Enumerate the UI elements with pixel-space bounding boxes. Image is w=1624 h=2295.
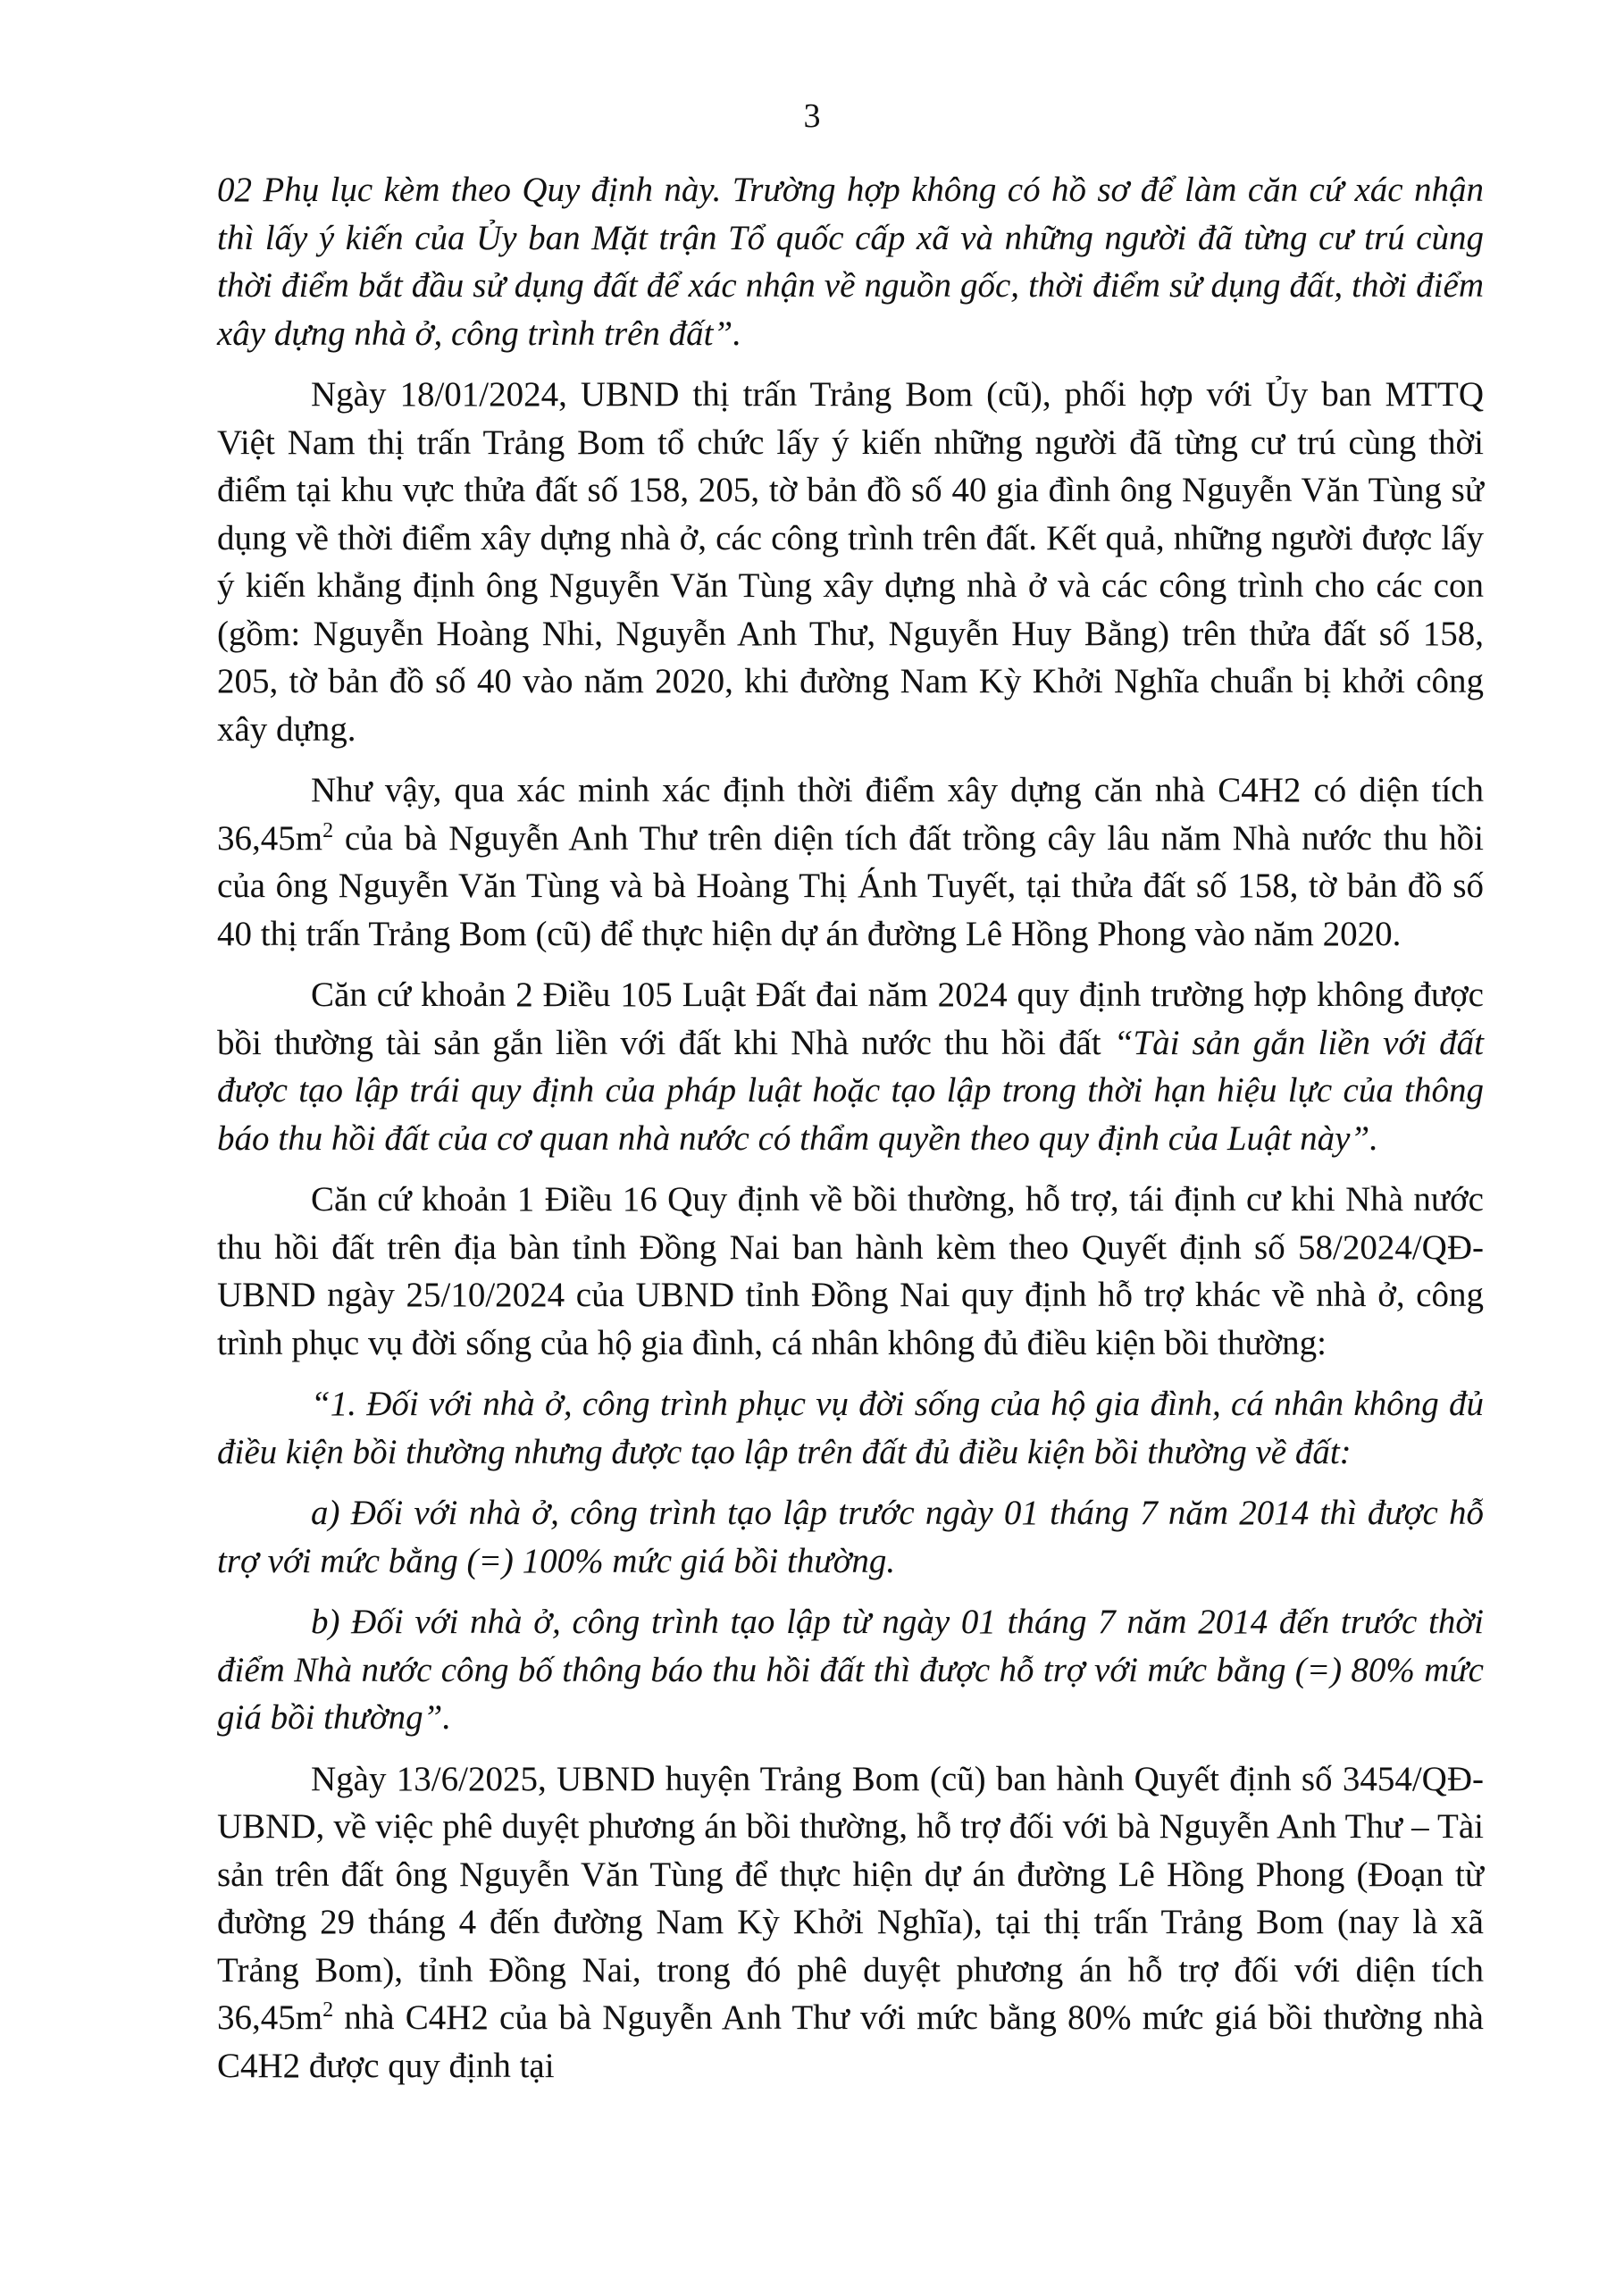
- paragraph-regulation: Căn cứ khoản 1 Điều 16 Quy định về bồi thường, hỗ trợ, tái định cư khi Nhà nước thu hồi đất trên địa bàn tỉnh Đồng Nai ban hành kèm theo Quyết định số 58/2024/QĐ-UBND ngày 25/10/2024 của UBND tỉnh Đồng Nai quy định hỗ trợ khác về nhà ở, công trình phục vụ đời sống của hộ gia đình, cá nhân không đủ điều kiện bồi thường:: [217, 1180, 1484, 1362]
- paragraph-consultation: Ngày 18/01/2024, UBND thị trấn Trảng Bom (cũ), phối hợp với Ủy ban MTTQ Việt Nam thị trấn Trảng Bom tổ chức lấy ý kiến những người đã từng cư trú cùng thời điểm tại khu vực thửa đất số 158, 205, tờ bản đồ số 40 gia đình ông Nguyễn Văn Tùng sử dụng về thời điểm xây dựng nhà ở, các công trình trên đất. Kết quả, những người được lấy ý kiến khẳng định ông Nguyễn Văn Tùng xây dựng nhà ở và các công trình cho các con (gồm: Nguyễn Hoàng Nhi, Nguyễn Anh Thư, Nguyễn Huy Bằng) trên thửa đất số 158, 205, tờ bản đồ số 40 vào năm 2020, khi đường Nam Kỳ Khởi Nghĩa chuẩn bị khởi công xây dựng.: [217, 375, 1484, 749]
- quoted-text: “Tài sản gắn liền với đất được tạo lập trái quy định của pháp luật hoặc tạo lập trong thời hạn hiệu lực của thông báo thu hồi đất của cơ quan nhà nước có thẩm quyền theo quy định của Luật này”.: [217, 1023, 1484, 1158]
- paragraph-quote-continuation: 02 Phụ lục kèm theo Quy định này. Trường hợp không có hồ sơ để làm căn cứ xác nhận thì lấy ý kiến của Ủy ban Mặt trận Tổ quốc cấp xã và những người đã từng cư trú cùng thời điểm bắt đầu sử dụng đất để xác nhận về nguồn gốc, thời điểm sử dụng đất, thời điểm xây dựng nhà ở, công trình trên đất”.: [217, 171, 1484, 353]
- text-segment: Như vậy, qua xác minh xác định thời điểm xây dựng căn nhà C4H2 có diện tích 36,45m: [217, 771, 1484, 858]
- paragraph-verification: [217, 766, 1484, 958]
- paragraph-quote-item-a: a) Đối với nhà ở, công trình tạo lập trước ngày 01 tháng 7 năm 2014 thì được hỗ trợ với mức bằng (=) 100% mức giá bồi thường.: [217, 1494, 1484, 1580]
- paragraph-quote-item-b: b) Đối với nhà ở, công trình tạo lập từ ngày 01 tháng 7 năm 2014 đến trước thời điểm Nhà nước công bố thông báo thu hồi đất thì được hỗ trợ với mức bằng (=) 80% mức giá bồi thường”.: [217, 1603, 1484, 1737]
- text-segment: Căn cứ khoản 2 Điều 105 Luật Đất đai năm 2024 quy định trường hợp không được bồi thường tài sản gắn liền với đất khi Nhà nước thu hồi đất: [217, 976, 1484, 1062]
- superscript: 2: [322, 818, 334, 842]
- superscript: 2: [322, 1998, 334, 2022]
- paragraph-quote-item-1: “1. Đối với nhà ở, công trình phục vụ đời sống của hộ gia đình, cá nhân không đủ điều kiện bồi thường nhưng được tạo lập trên đất đủ điều kiện bồi thường về đất:: [217, 1385, 1484, 1471]
- paragraph-decision: [217, 1755, 1484, 2090]
- text-segment: Ngày 13/6/2025, UBND huyện Trảng Bom (cũ) ban hành Quyết định số 3454/QĐ-UBND, về việc phê duyệt phương án bồi thường, hỗ trợ đối với bà Nguyễn Anh Thư – Tài sản trên đất ông Nguyễn Văn Tùng để thực hiện dự án đường Lê Hồng Phong (Đoạn từ đường 29 tháng 4 đến đường Nam Kỳ Khởi Nghĩa), tại thị trấn Trảng Bom (nay là xã Trảng Bom), tỉnh Đồng Nai, trong đó phê duyệt phương án hỗ trợ đối với diện tích 36,45m: [217, 1759, 1484, 2037]
- paragraph-land-law: [217, 971, 1484, 1162]
- document-body: [217, 166, 1484, 2090]
- text-segment: của bà Nguyễn Anh Thư trên diện tích đất trồng cây lâu năm Nhà nước thu hồi của ông Nguyễn Văn Tùng và bà Hoàng Thị Ánh Tuyết, tại thửa đất số 158, tờ bản đồ số 40 thị trấn Trảng Bom (cũ) để thực hiện dự án đường Lê Hồng Phong vào năm 2020.: [217, 818, 1484, 953]
- text-segment: nhà C4H2 của bà Nguyễn Anh Thư với mức bằng 80% mức giá bồi thường nhà C4H2 được quy định tại: [217, 1998, 1484, 2085]
- page-number: 3: [803, 97, 821, 135]
